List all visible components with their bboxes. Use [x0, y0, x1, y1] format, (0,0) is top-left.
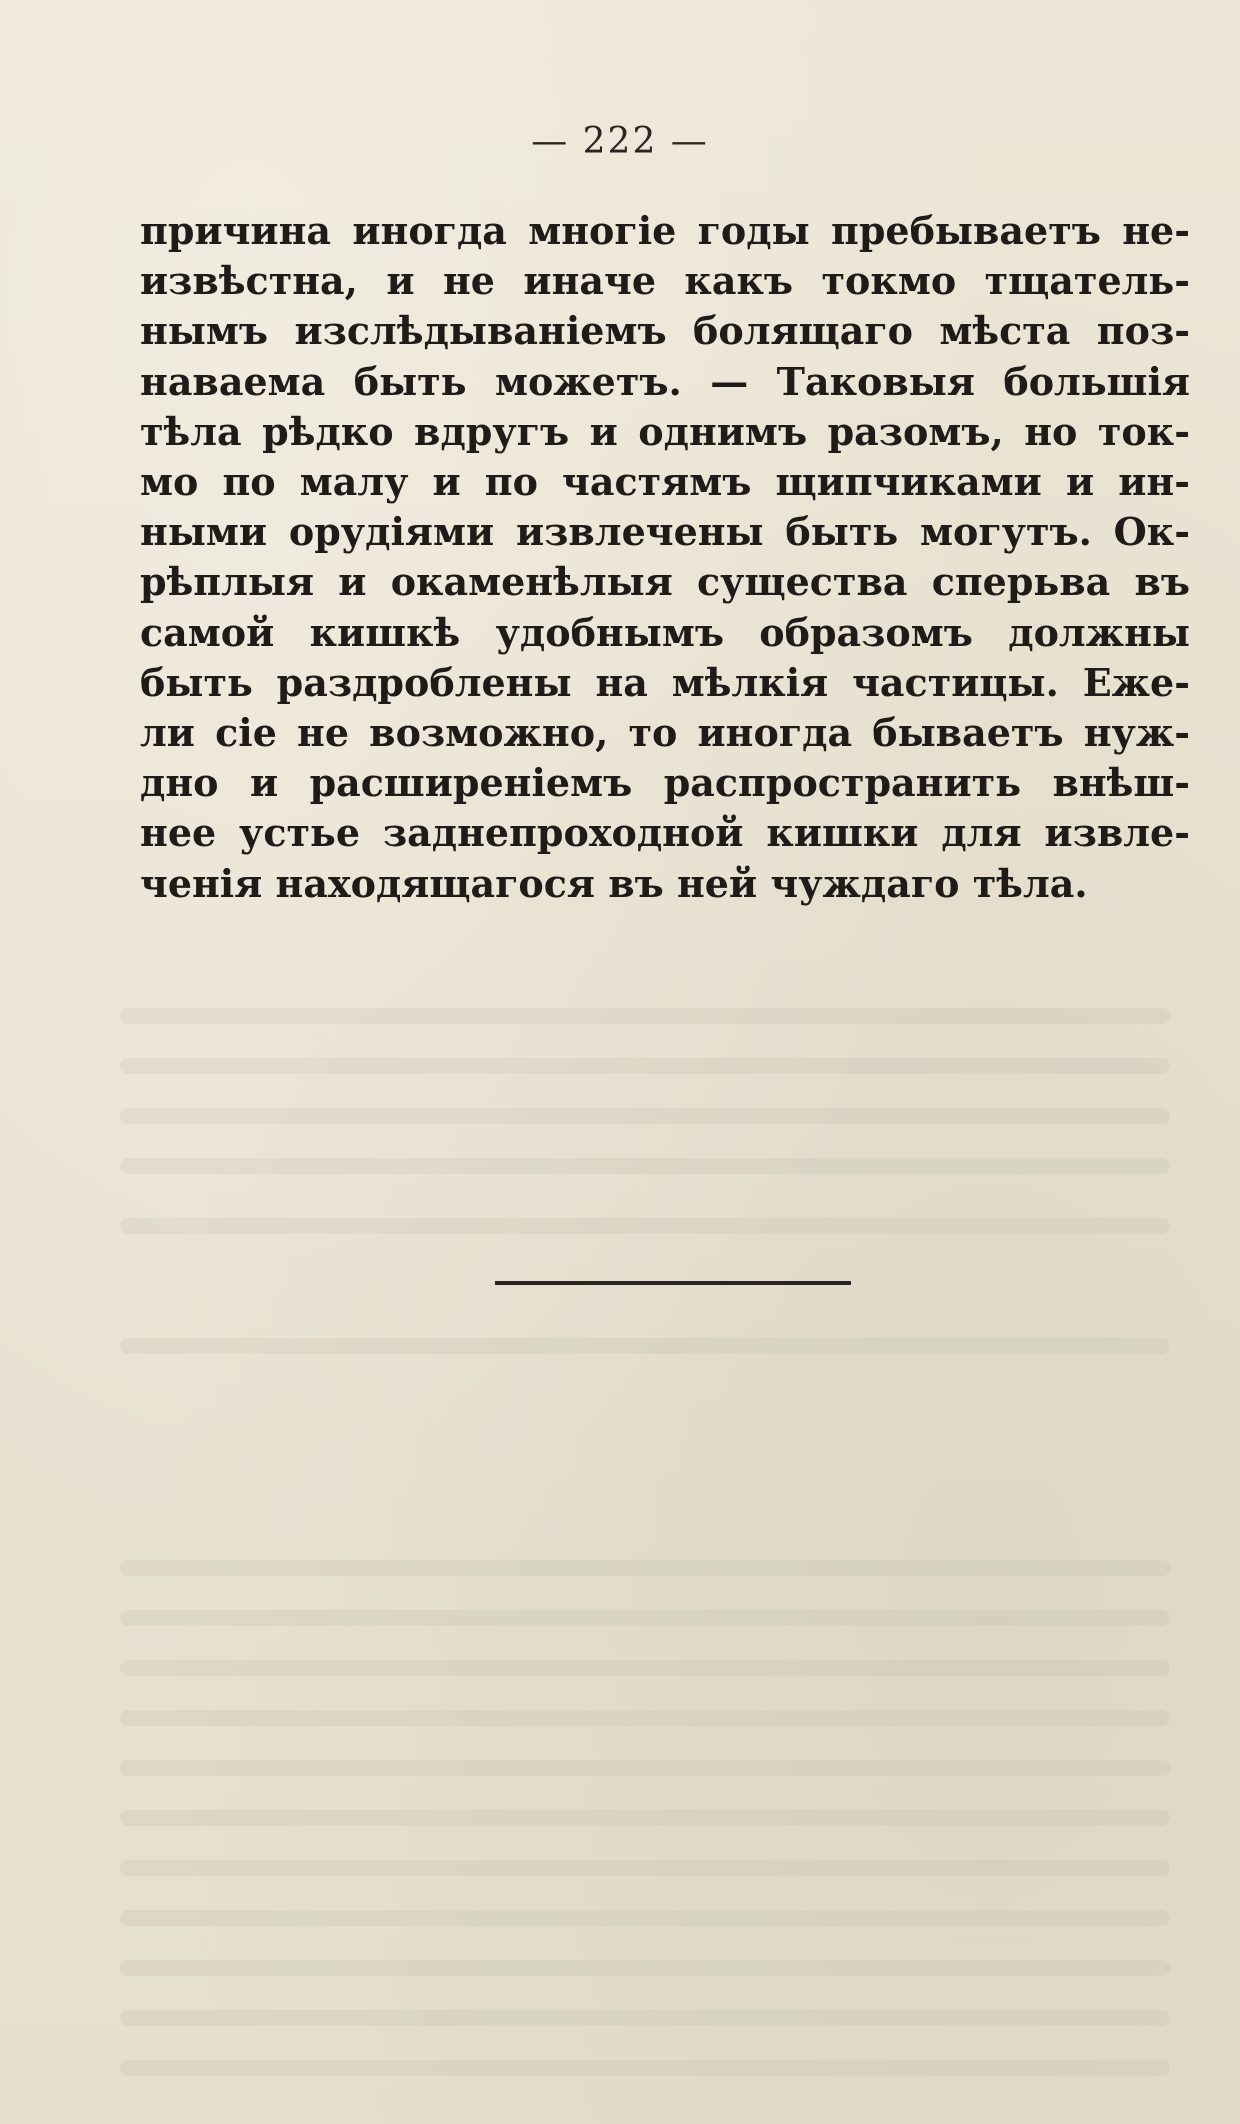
show-through-shadow: [120, 1338, 1170, 1354]
text-line: нымъ изслѣдываніемъ болящаго мѣста поз-: [140, 308, 1190, 354]
text-line: дно и расширеніемъ распространить внѣш-: [140, 760, 1190, 806]
show-through-shadow: [120, 1860, 1170, 1876]
show-through-shadow: [120, 1218, 1170, 1234]
text-line: причина иногда многіе годы пребываетъ не-: [140, 208, 1190, 253]
show-through-shadow: [120, 1610, 1170, 1626]
show-through-shadow: [120, 2010, 1170, 2026]
page-number: — 222 —: [531, 121, 709, 162]
text-line: ными орудіями извлечены быть могутъ. Ок-: [140, 509, 1190, 555]
text-line: ли сіе не возможно, то иногда бываетъ нуж-: [140, 710, 1190, 756]
show-through-shadow: [120, 1710, 1170, 1726]
body-text: [140, 206, 1190, 909]
show-through-shadow: [120, 1108, 1170, 1124]
text-line: наваема быть можетъ. — Таковыя большія: [140, 358, 1190, 404]
section-divider: [495, 1281, 851, 1285]
show-through-shadow: [120, 1660, 1170, 1676]
show-through-shadow: [120, 2060, 1170, 2076]
text-line: самой кишкѣ удобнымъ образомъ должны: [140, 609, 1190, 655]
text-line: рѣплыя и окаменѣлыя существа сперьва въ: [140, 559, 1190, 605]
show-through-shadow: [120, 1560, 1170, 1576]
show-through-shadow: [120, 1058, 1170, 1074]
show-through-shadow: [120, 1960, 1170, 1976]
show-through-shadow: [120, 1810, 1170, 1826]
show-through-shadow: [120, 1760, 1170, 1776]
text-line: извѣстна, и не иначе какъ токмо тщатель-: [140, 258, 1190, 304]
show-through-shadow: [120, 1910, 1170, 1926]
text-line: нее устье заднепроходной кишки для извле-: [140, 810, 1190, 856]
show-through-shadow: [120, 1008, 1170, 1024]
text-line: ченія находящагося въ ней чуждаго тѣла.: [140, 860, 1088, 906]
text-line: тѣла рѣдко вдругъ и однимъ разомъ, но ток-: [140, 408, 1190, 454]
text-line: быть раздроблены на мѣлкія частицы. Еже-: [140, 659, 1190, 705]
text-line: мо по малу и по частямъ щипчиками и ин-: [140, 459, 1190, 505]
show-through-shadow: [120, 1158, 1170, 1174]
